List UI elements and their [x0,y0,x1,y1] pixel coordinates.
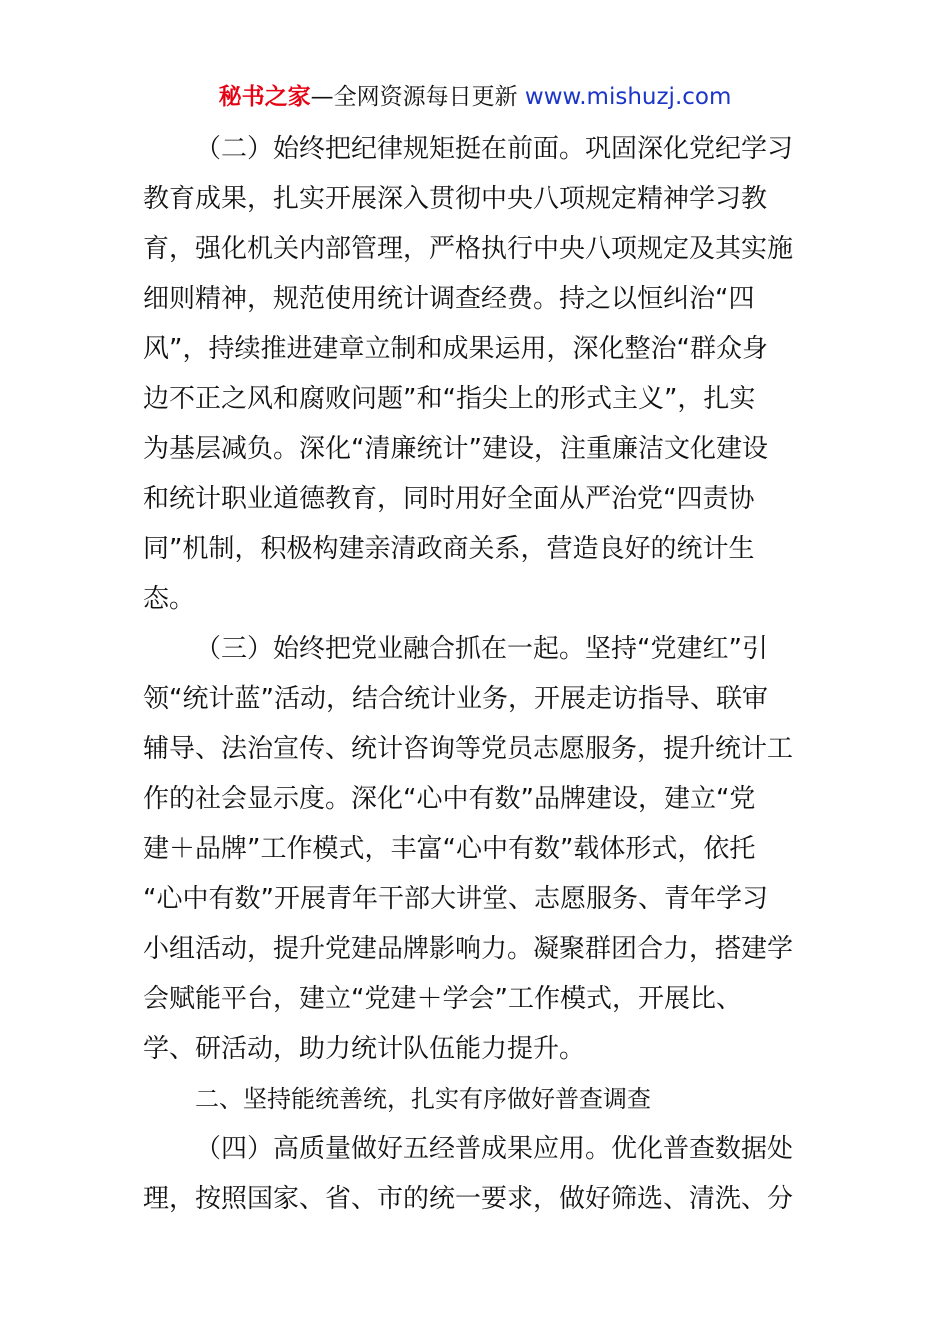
paragraph-line: 领“统计蓝”活动，结合统计业务，开展走访指导、联审 [143,684,768,714]
paragraph-line: 边不正之风和腐败问题”和“指尖上的形式主义”，扎实 [143,384,756,414]
site-brand: 秘书之家 [218,84,311,110]
paragraph-line: 学、研活动，助力统计队伍能力提升。 [143,1034,586,1064]
paragraph-line: 作的社会显示度。深化“心中有数”品牌建设，建立“党 [143,784,756,814]
paragraph-line: 小组活动，提升党建品牌影响力。凝聚群团合力，搭建学 [143,934,794,964]
paragraph-line: 态。 [143,584,196,614]
paragraph-line: 细则精神，规范使用统计调查经费。持之以恒纠治“四 [143,284,755,314]
paragraph-line: （三）始终把党业融合抓在一起。坚持“党建红”引 [195,634,768,664]
document-body [143,124,815,1224]
paragraph-line: 为基层减负。深化“清廉统计”建设，注重廉洁文化建设 [143,434,768,464]
paragraph-line: （二）始终把纪律规矩挺在前面。巩固深化党纪学习 [195,134,794,164]
site-tagline: —全网资源每日更新 [310,84,518,110]
site-url-link[interactable]: www.mishuzj.com [524,84,732,110]
paragraph-line: 教育成果，扎实开展深入贯彻中央八项规定精神学习教 [143,184,768,214]
paragraph-line: （四）高质量做好五经普成果应用。优化普查数据处 [195,1134,794,1164]
paragraph-line: 同”机制，积极构建亲清政商关系，营造良好的统计生 [143,534,755,564]
paragraph-line: 和统计职业道德教育，同时用好全面从严治党“四责协 [143,484,755,514]
section-heading: 二、坚持能统善统，扎实有序做好普查调查 [195,1085,651,1113]
paragraph-line: 会赋能平台，建立“党建＋学会”工作模式，开展比、 [143,984,742,1014]
paragraph-line: 辅导、法治宣传、统计咨询等党员志愿服务，提升统计工 [143,734,794,764]
paragraph-line: 育，强化机关内部管理，严格执行中央八项规定及其实施 [143,234,794,264]
paragraph-line: 建＋品牌”工作模式，丰富“心中有数”载体形式，依托 [143,834,756,864]
paragraph-line: 理，按照国家、省、市的统一要求，做好筛选、清洗、分 [143,1184,794,1214]
site-header [0,80,950,114]
paragraph-line: “心中有数”开展青年干部大讲堂、志愿服务、青年学习 [143,884,768,914]
paragraph-line: 风”，持续推进建章立制和成果运用，深化整治“群众身 [143,334,768,364]
